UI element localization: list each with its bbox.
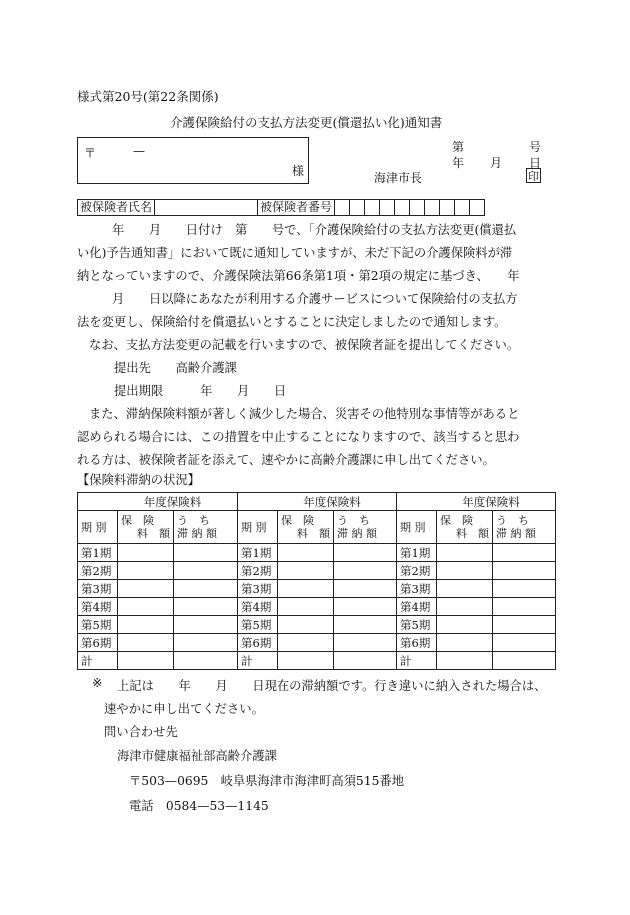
document-title: 介護保険給付の支払方法変更(償還払い化)通知書 xyxy=(170,115,443,130)
table-subheader-row xyxy=(78,511,556,544)
body-line: 認められる場合には、この措置を中止することになりますので、該当すると思わ xyxy=(77,430,520,444)
period-label: 第6期 xyxy=(78,634,118,652)
insured-number-digit[interactable] xyxy=(424,199,440,216)
premium-amount-cell[interactable] xyxy=(118,652,174,670)
premium-amount-cell[interactable] xyxy=(437,652,493,670)
fiscal-year-header: 年度保険料 xyxy=(238,493,397,511)
premium-header: 保 険 料 額 xyxy=(278,511,334,544)
arrears-amount-cell[interactable] xyxy=(174,562,238,580)
arrears-amount-cell[interactable] xyxy=(334,616,397,634)
period-label: 第4期 xyxy=(238,598,278,616)
insured-name-label: 被保険者氏名 xyxy=(77,199,155,216)
period-label: 第3期 xyxy=(238,580,278,598)
premium-amount-cell[interactable] xyxy=(437,634,493,652)
period-label: 計 xyxy=(78,652,118,670)
arrears-amount-cell[interactable] xyxy=(174,580,238,598)
table-row xyxy=(78,652,556,670)
form-number: 様式第20号(第22条関係) xyxy=(77,89,219,104)
postal-mark: 〒 xyxy=(84,146,97,160)
contact-address: 〒503—0695 岐阜県海津市海津町高須515番地 xyxy=(129,774,404,788)
arrears-amount-cell[interactable] xyxy=(493,616,556,634)
period-label: 第2期 xyxy=(78,562,118,580)
note-mark: ※ xyxy=(92,676,103,690)
arrears-amount-cell[interactable] xyxy=(174,652,238,670)
insured-number-digit[interactable] xyxy=(364,199,380,216)
fiscal-year-header: 年度保険料 xyxy=(397,493,556,511)
period-label: 第3期 xyxy=(397,580,437,598)
premium-amount-cell[interactable] xyxy=(118,634,174,652)
body-line: れる方は、被保険者証を添えて、速やかに高齢介護課に申し出てください。 xyxy=(77,453,495,467)
arrears-amount-cell[interactable] xyxy=(334,580,397,598)
period-label: 第3期 xyxy=(78,580,118,598)
fiscal-year-header: 年度保険料 xyxy=(78,493,238,511)
table-header-row xyxy=(78,493,556,511)
arrears-amount-cell[interactable] xyxy=(334,598,397,616)
period-label: 第4期 xyxy=(397,598,437,616)
premium-amount-cell[interactable] xyxy=(278,598,334,616)
period-label: 計 xyxy=(397,652,437,670)
premium-amount-cell[interactable] xyxy=(278,634,334,652)
insured-number-digit[interactable] xyxy=(409,199,425,216)
arrears-amount-cell[interactable] xyxy=(493,634,556,652)
arrears-amount-cell[interactable] xyxy=(493,652,556,670)
insured-number-label: 被保険者番号 xyxy=(257,199,335,216)
body-line: なお、支払方法変更の記載を行いますので、被保険者証を提出してください。 xyxy=(89,338,520,352)
submit-deadline: 提出期限 年 月 日 xyxy=(114,384,287,398)
arrears-amount-cell[interactable] xyxy=(493,562,556,580)
arrears-amount-cell[interactable] xyxy=(334,562,397,580)
address-box xyxy=(77,137,309,184)
arrears-amount-cell[interactable] xyxy=(493,598,556,616)
insured-number-digit[interactable] xyxy=(469,199,485,216)
premium-amount-cell[interactable] xyxy=(437,562,493,580)
submit-to: 提出先 高齢介護課 xyxy=(114,361,237,375)
table-row xyxy=(78,634,556,652)
period-label: 第1期 xyxy=(238,544,278,562)
insured-info-row xyxy=(77,199,485,216)
arrears-amount-cell[interactable] xyxy=(334,652,397,670)
arrears-amount-cell[interactable] xyxy=(174,634,238,652)
notice-body xyxy=(77,219,555,472)
seal-stamp: 印 xyxy=(528,170,539,183)
issue-number-go: 号 xyxy=(529,140,542,154)
premium-header: 保 険 料 額 xyxy=(118,511,174,544)
period-label: 第5期 xyxy=(238,616,278,634)
premium-amount-cell[interactable] xyxy=(278,652,334,670)
premium-amount-cell[interactable] xyxy=(278,616,334,634)
period-label: 第6期 xyxy=(397,634,437,652)
arrears-amount-cell[interactable] xyxy=(174,544,238,562)
period-header: 期 別 xyxy=(78,511,118,544)
insured-name-field[interactable] xyxy=(154,199,258,216)
period-label: 第6期 xyxy=(238,634,278,652)
arrears-amount-cell[interactable] xyxy=(493,544,556,562)
period-label: 第2期 xyxy=(238,562,278,580)
premium-amount-cell[interactable] xyxy=(118,580,174,598)
premium-amount-cell[interactable] xyxy=(437,598,493,616)
arrears-amount-cell[interactable] xyxy=(334,544,397,562)
premium-amount-cell[interactable] xyxy=(437,580,493,598)
premium-amount-cell[interactable] xyxy=(278,562,334,580)
insured-number-digit[interactable] xyxy=(379,199,395,216)
arrears-header: う ち 滞 納 額 xyxy=(493,511,556,544)
insured-number-digit[interactable] xyxy=(334,199,350,216)
arrears-heading: 【保険料滞納の状況】 xyxy=(77,473,200,487)
postal-dash: — xyxy=(133,144,145,158)
body-line: 納となっていますので、介護保険法第66条第1項・第2項の規定に基づき、 年 xyxy=(77,269,520,283)
period-label: 第2期 xyxy=(397,562,437,580)
period-label: 第1期 xyxy=(397,544,437,562)
date-month: 月 xyxy=(490,156,503,170)
note-line: 上記は 年 月 日現在の滞納額です。行き違いに納入された場合は、 xyxy=(117,679,547,693)
body-line: い化)予告通知書」において既に通知していますが、未だ下記の介護保険料が滞 xyxy=(77,246,513,260)
arrears-amount-cell[interactable] xyxy=(174,598,238,616)
arrears-amount-cell[interactable] xyxy=(493,580,556,598)
period-rows xyxy=(78,544,556,670)
period-label: 第5期 xyxy=(397,616,437,634)
table-row xyxy=(78,580,556,598)
insured-number-digit[interactable] xyxy=(454,199,470,216)
body-line: 法を変更し、保険給付を償還払いとすることに決定しましたので通知します。 xyxy=(77,315,507,329)
date-day: 日 xyxy=(529,156,542,170)
period-label: 計 xyxy=(238,652,278,670)
premium-amount-cell[interactable] xyxy=(118,616,174,634)
premium-amount-cell[interactable] xyxy=(278,580,334,598)
period-label: 第5期 xyxy=(78,616,118,634)
insured-number-digit[interactable] xyxy=(439,199,455,216)
table-row xyxy=(78,616,556,634)
premium-amount-cell[interactable] xyxy=(437,616,493,634)
issue-number-dai: 第 xyxy=(452,140,465,154)
table-row xyxy=(78,598,556,616)
premium-amount-cell[interactable] xyxy=(437,544,493,562)
mayor-title: 海津市長 xyxy=(374,171,423,185)
body-line: 年 月 日付け 第 号で、「介護保険給付の支払方法変更(償還払 xyxy=(112,223,517,237)
arrears-amount-cell[interactable] xyxy=(174,616,238,634)
premium-header: 保 険 料 額 xyxy=(437,511,493,544)
premium-amount-cell[interactable] xyxy=(118,598,174,616)
period-label: 第4期 xyxy=(78,598,118,616)
date-year: 年 xyxy=(452,156,465,170)
premium-amount-cell[interactable] xyxy=(118,562,174,580)
honorific-sama: 様 xyxy=(292,164,305,178)
arrears-header: う ち 滞 納 額 xyxy=(174,511,238,544)
table-row xyxy=(78,562,556,580)
insured-number-digit[interactable] xyxy=(394,199,410,216)
period-header: 期 別 xyxy=(397,511,437,544)
period-header: 期 別 xyxy=(238,511,278,544)
premium-amount-cell[interactable] xyxy=(118,544,174,562)
note-line: 速やかに申し出てください。 xyxy=(104,702,264,716)
arrears-header: う ち 滞 納 額 xyxy=(334,511,397,544)
contact-dept: 海津市健康福祉部高齢介護課 xyxy=(117,749,277,763)
table-row xyxy=(78,544,556,562)
period-label: 第1期 xyxy=(78,544,118,562)
body-line: 月 日以降にあなたが利用する介護サービスについて保険給付の支払方 xyxy=(112,292,518,306)
body-line: また、滞納保険料額が著しく減少した場合、災害その他特別な事情等があると xyxy=(89,407,520,421)
arrears-amount-cell[interactable] xyxy=(334,634,397,652)
contact-label: 問い合わせ先 xyxy=(104,725,178,739)
contact-phone: 電話 0584—53—1145 xyxy=(129,799,269,813)
insured-number-digit[interactable] xyxy=(349,199,365,216)
arrears-table xyxy=(77,492,556,670)
premium-amount-cell[interactable] xyxy=(278,544,334,562)
